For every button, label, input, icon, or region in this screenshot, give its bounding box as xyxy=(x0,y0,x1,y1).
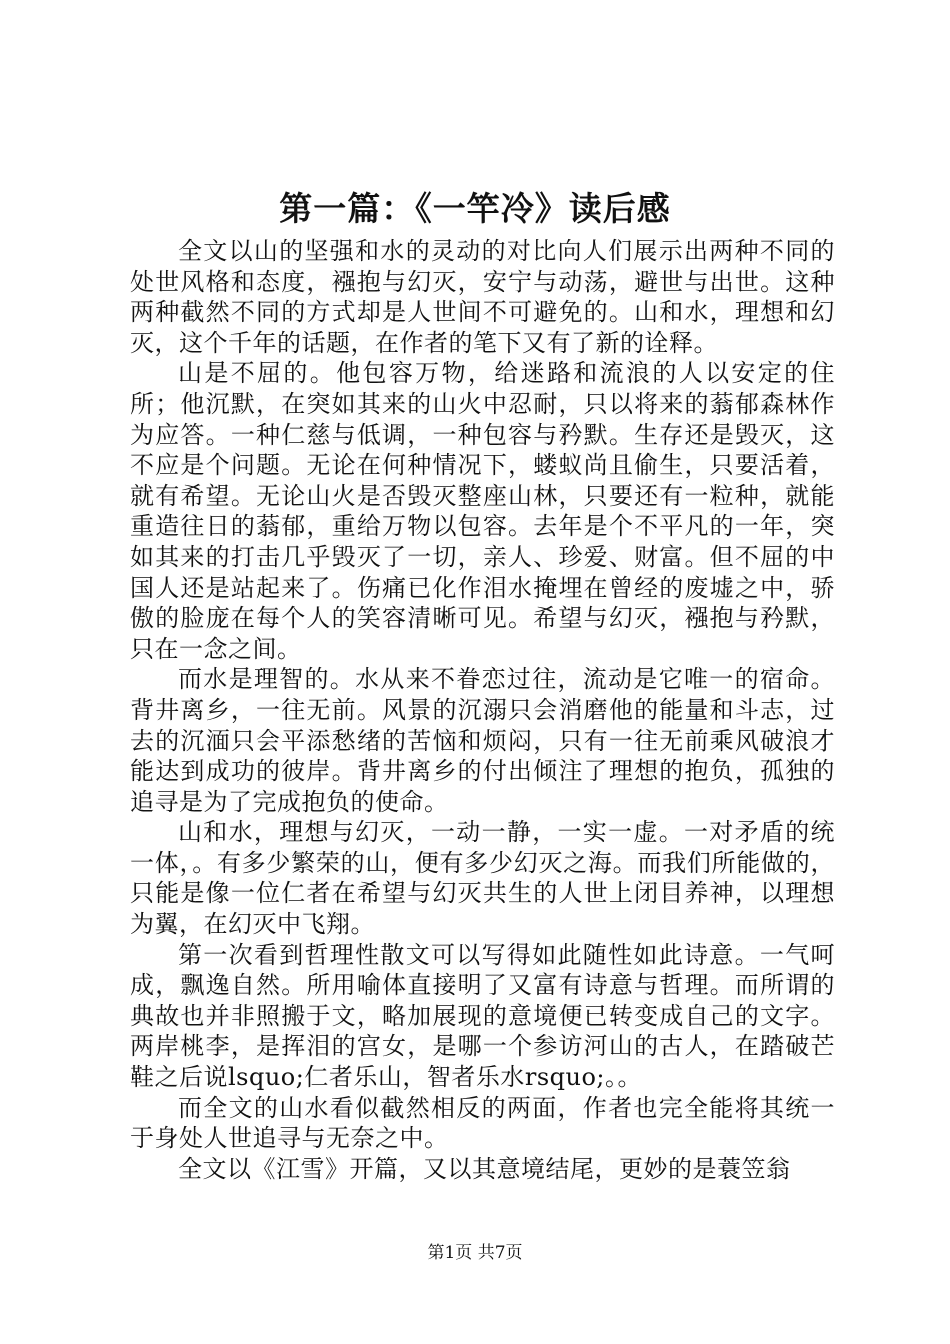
paragraph: 山和水，理想与幻灭，一动一静，一实一虚。一对矛盾的统一体，。有多少繁荣的山，便有多少幻灭之海。而我们所能做的，只能是像一位仁者在希望与幻灭共生的人世上闭目养神，以理想为翼，在幻灭中飞翔。 xyxy=(130,818,835,939)
paragraph: 山是不屈的。他包容万物，给迷路和流浪的人以安定的住所；他沉默，在突如其来的山火中忍耐，只以将来的蓊郁森林作为应答。一种仁慈与低调，一种包容与矜默。生存还是毁灭，这不应是个问题。无论在何种情况下，蝼蚁尚且偷生，只要活着，就有希望。无论山火是否毁灭整座山林，只要还有一粒种，就能重造往日的蓊郁，重给万物以包容。去年是个不平凡的一年，突如其来的打击几乎毁灭了一切，亲人、珍爱、财富。但不屈的中国人还是站起来了。伤痛已化作泪水掩埋在曾经的废墟之中，骄傲的脸庞在每个人的笑容清晰可见。希望与幻灭，襁抱与矜默，只在一念之间。 xyxy=(130,359,835,663)
paragraph: 全文以《江雪》开篇，又以其意境结尾，更妙的是蓑笠翁 xyxy=(178,1154,791,1183)
document-title: 第一篇：《一竿冷》读后感 xyxy=(279,189,671,228)
paragraph: 全文以山的坚强和水的灵动的对比向人们展示出两种不同的处世风格和态度，襁抱与幻灭，安宁与动荡，避世与出世。这种两种截然不同的方式却是人世间不可避免的。山和水，理想和幻灭，这个千年的话题，在作者的笔下又有了新的诠释。 xyxy=(130,237,835,357)
paragraph: 第一次看到哲理性散文可以写得如此随性如此诗意。一气呵成，飘逸自然。所用喻体直接明了又富有诗意与哲理。而所谓的典故也并非照搬于文，略加展现的意境便已转变成自己的文字。两岸桃李，是挥泪的宫女，是哪一个参访河山的古人，在踏破芒鞋之后说lsquo;仁者乐山，智者乐水rsquo;。。 xyxy=(130,940,835,1092)
paragraph: 而水是理智的。水从来不眷恋过往，流动是它唯一的宿命。背井离乡，一往无前。风景的沉溺只会消磨他的能量和斗志，过去的沉湎只会平添愁绪的苦恼和烦闷，只有一往无前乘风破浪才能达到成功的彼岸。背井离乡的付出倾注了理想的抱负，孤独的追寻是为了完成抱负的使命。 xyxy=(130,665,835,816)
document-body xyxy=(130,236,835,1184)
paragraph: 而全文的山水看似截然相反的两面，作者也完全能将其统一于身处人世追寻与无奈之中。 xyxy=(130,1093,835,1153)
page-number-footer: 第1页 共7页 xyxy=(427,1243,523,1263)
